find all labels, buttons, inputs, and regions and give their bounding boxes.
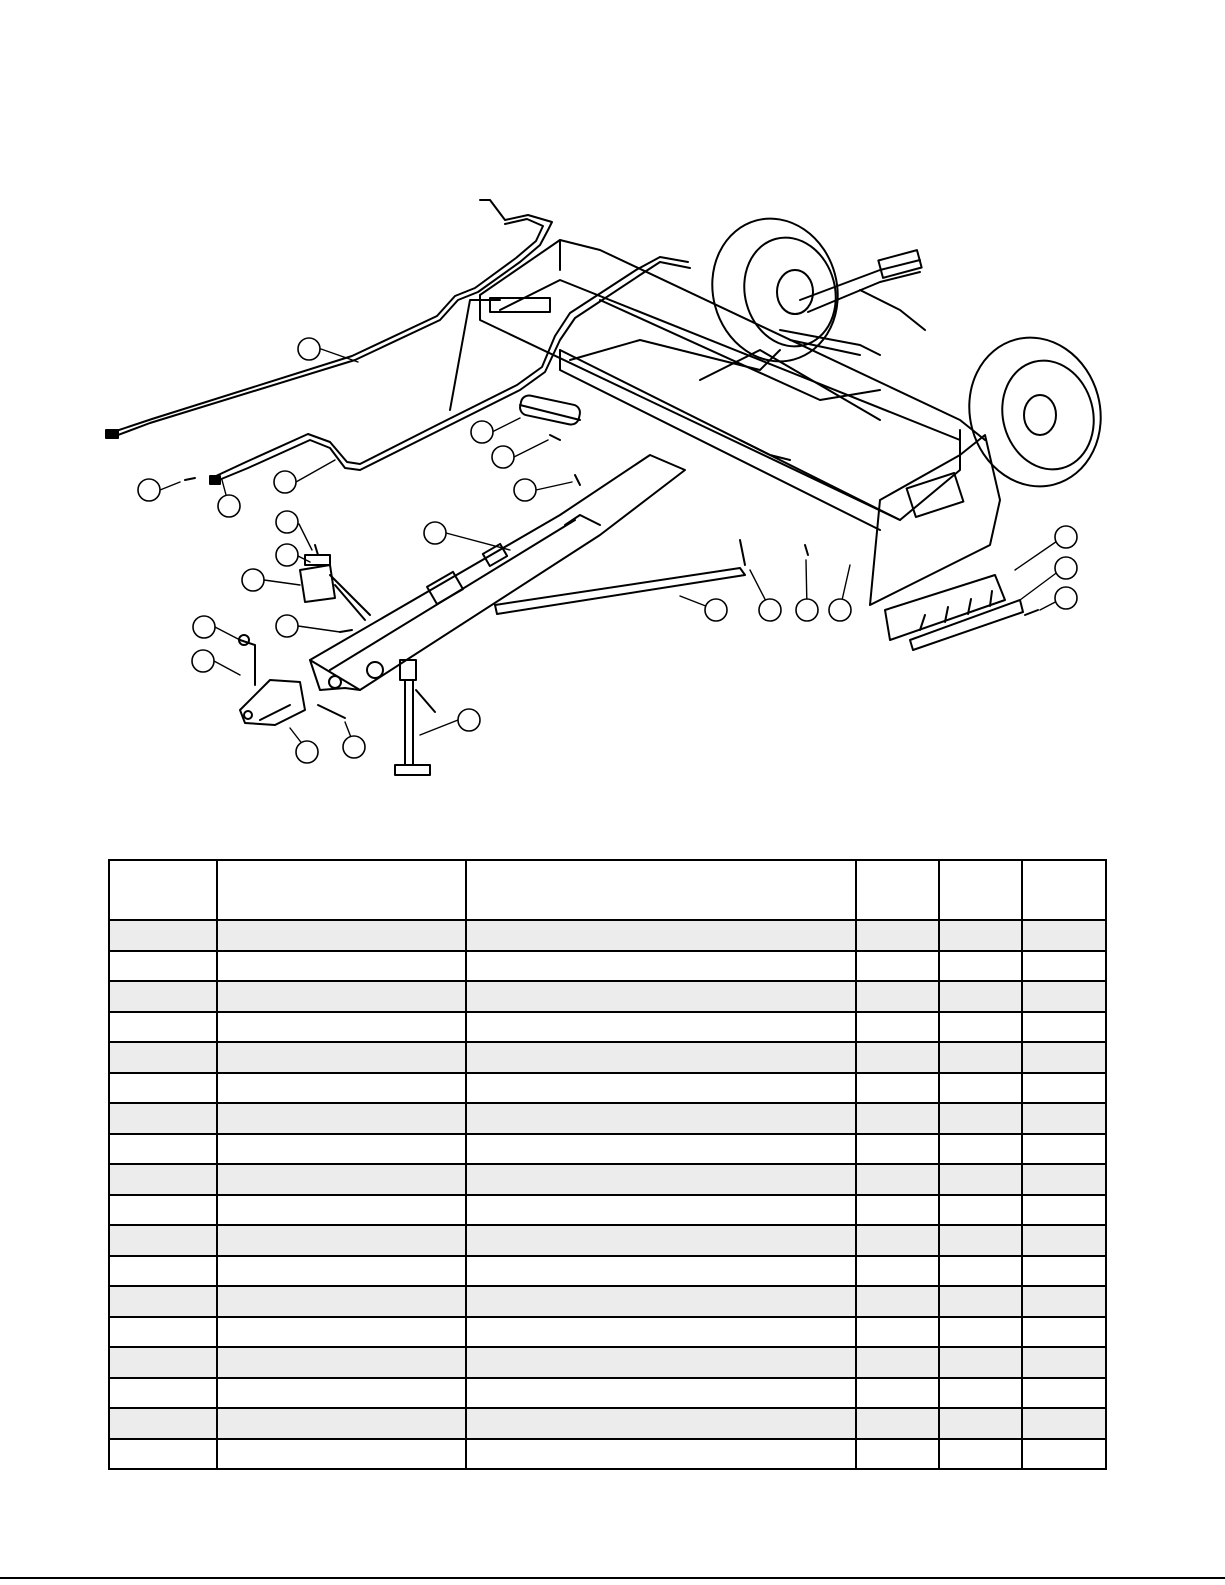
callout-3 (492, 446, 514, 468)
table-cell (939, 1439, 1022, 1470)
table-cell (1022, 1378, 1106, 1409)
table-cell (217, 1286, 466, 1317)
table-cell (109, 1225, 217, 1256)
table-cell (856, 1408, 939, 1439)
table-cell (939, 1408, 1022, 1439)
table-cell (466, 1164, 856, 1195)
table-cell (466, 1225, 856, 1256)
table-cell (466, 1439, 856, 1470)
callout-1 (298, 338, 320, 360)
table-cell (109, 951, 217, 982)
table-cell (109, 1134, 217, 1165)
table-cell (1022, 1195, 1106, 1226)
table-cell (939, 1103, 1022, 1134)
table-cell (939, 1195, 1022, 1226)
table-header-row (109, 860, 1106, 920)
table-cell (939, 1164, 1022, 1195)
table-cell (466, 1408, 856, 1439)
table-cell (109, 1378, 217, 1409)
callout-8 (424, 522, 446, 544)
table-cell (217, 1439, 466, 1470)
table-row (109, 1134, 1106, 1165)
table-cell (466, 1317, 856, 1348)
table-cell (939, 920, 1022, 951)
hitch-adapter (240, 680, 305, 725)
callout-10 (276, 544, 298, 566)
header-col-4 (856, 860, 939, 920)
table-cell (1022, 1256, 1106, 1287)
table-cell (856, 1378, 939, 1409)
header-col-6 (1022, 860, 1106, 920)
callout-19 (759, 599, 781, 621)
table-cell (1022, 1164, 1106, 1195)
table-cell (939, 1347, 1022, 1378)
table-cell (939, 1073, 1022, 1104)
table-cell (466, 1012, 856, 1043)
callout-15 (296, 741, 318, 763)
callout-5 (274, 471, 296, 493)
table-cell (856, 1256, 939, 1287)
table-cell (466, 1256, 856, 1287)
table-cell (109, 1073, 217, 1104)
table-cell (466, 1286, 856, 1317)
table-cell (856, 1134, 939, 1165)
table-cell (1022, 1225, 1106, 1256)
callout-16 (343, 736, 365, 758)
table-cell (856, 1073, 939, 1104)
table-cell (856, 1195, 939, 1226)
table-cell (939, 951, 1022, 982)
callout-9 (276, 511, 298, 533)
table-cell (217, 951, 466, 982)
table-cell (217, 1012, 466, 1043)
table-cell (939, 1286, 1022, 1317)
table-row (109, 1347, 1106, 1378)
table-cell (856, 1103, 939, 1134)
table-cell (1022, 1317, 1106, 1348)
table-cell (217, 1042, 466, 1073)
table-row (109, 1256, 1106, 1287)
table-cell (217, 1225, 466, 1256)
table-row (109, 1439, 1106, 1470)
table-cell (466, 981, 856, 1012)
table-cell (109, 981, 217, 1012)
table-row (109, 981, 1106, 1012)
table-row (109, 951, 1106, 982)
wheel-rear (696, 204, 853, 375)
footer-rule (0, 1577, 1225, 1579)
callout-17 (458, 709, 480, 731)
table-cell (856, 1164, 939, 1195)
callout-12 (276, 615, 298, 637)
tongue-frame (310, 455, 685, 690)
callout-24 (1055, 587, 1077, 609)
table-cell (217, 1134, 466, 1165)
table-cell (856, 981, 939, 1012)
table-cell (217, 981, 466, 1012)
table-cell (109, 1408, 217, 1439)
table-row (109, 1286, 1106, 1317)
table-cell (217, 1195, 466, 1226)
table-cell (217, 1408, 466, 1439)
table-cell (939, 1042, 1022, 1073)
hydraulic-cylinders (780, 250, 925, 355)
table-row (109, 1103, 1106, 1134)
table-cell (939, 1378, 1022, 1409)
hydraulic-hose-upper (106, 200, 552, 438)
callout-13 (193, 616, 215, 638)
callout-7 (138, 479, 160, 501)
table-cell (1022, 1012, 1106, 1043)
header-col-3 (466, 860, 856, 920)
bracket-plate (300, 555, 370, 620)
table-cell (466, 1347, 856, 1378)
table-row (109, 1225, 1106, 1256)
table-cell (1022, 1408, 1106, 1439)
callout-2 (471, 421, 493, 443)
table-cell (856, 920, 939, 951)
callout-14 (192, 650, 214, 672)
table-cell (466, 1073, 856, 1104)
parts-table (108, 859, 1107, 1470)
table-cell (109, 1347, 217, 1378)
header-col-2 (217, 860, 466, 920)
table-cell (109, 1256, 217, 1287)
table-cell (109, 920, 217, 951)
table-cell (856, 1439, 939, 1470)
table-cell (856, 1317, 939, 1348)
table-cell (1022, 1103, 1106, 1134)
wheel-front (953, 323, 1117, 502)
table-row (109, 920, 1106, 951)
table-cell (1022, 951, 1106, 982)
table-cell (109, 1317, 217, 1348)
table-cell (109, 1012, 217, 1043)
header-col-5 (939, 860, 1022, 920)
table-cell (109, 1042, 217, 1073)
table-row (109, 1317, 1106, 1348)
table-cell (1022, 1286, 1106, 1317)
table-cell (1022, 920, 1106, 951)
table-cell (1022, 1042, 1106, 1073)
table-body (109, 920, 1106, 1469)
table-cell (217, 1256, 466, 1287)
table-cell (466, 1042, 856, 1073)
jack-stand (395, 660, 435, 775)
callout-21 (829, 599, 851, 621)
table-row (109, 1073, 1106, 1104)
table-cell (466, 1195, 856, 1226)
table-cell (109, 1439, 217, 1470)
table-cell (1022, 1347, 1106, 1378)
table-cell (939, 1012, 1022, 1043)
table-cell (217, 1073, 466, 1104)
table-cell (1022, 1073, 1106, 1104)
table-row (109, 1195, 1106, 1226)
table-cell (939, 1134, 1022, 1165)
table-cell (939, 981, 1022, 1012)
callout-6 (218, 495, 240, 517)
table-cell (856, 1286, 939, 1317)
table-cell (856, 1012, 939, 1043)
table-cell (217, 1378, 466, 1409)
table-cell (939, 1317, 1022, 1348)
header-col-1 (109, 860, 217, 920)
hydraulic-hose-lower (210, 257, 690, 484)
table-cell (466, 920, 856, 951)
table-cell (217, 1347, 466, 1378)
table-cell (939, 1256, 1022, 1287)
table-cell (109, 1195, 217, 1226)
table-cell (466, 1103, 856, 1134)
table-cell (217, 920, 466, 951)
table-cell (466, 1378, 856, 1409)
callout-20 (796, 599, 818, 621)
table-cell (856, 1347, 939, 1378)
table-row (109, 1378, 1106, 1409)
table-cell (217, 1164, 466, 1195)
table-cell (1022, 1134, 1106, 1165)
table-cell (466, 951, 856, 982)
table-cell (1022, 981, 1106, 1012)
table-cell (109, 1286, 217, 1317)
table-row (109, 1164, 1106, 1195)
callout-23 (1055, 557, 1077, 579)
table-cell (217, 1103, 466, 1134)
table-cell (1022, 1439, 1106, 1470)
callout-4 (514, 479, 536, 501)
callout-11 (242, 569, 264, 591)
table-row (109, 1408, 1106, 1439)
callout-18 (705, 599, 727, 621)
table-cell (466, 1134, 856, 1165)
table-cell (109, 1164, 217, 1195)
table-cell (856, 1225, 939, 1256)
callout-circles (138, 338, 1077, 763)
table-cell (109, 1103, 217, 1134)
table-cell (856, 951, 939, 982)
table-row (109, 1012, 1106, 1043)
table-row (109, 1042, 1106, 1073)
callout-22 (1055, 526, 1077, 548)
table-cell (217, 1317, 466, 1348)
table-cell (856, 1042, 939, 1073)
table-cell (939, 1225, 1022, 1256)
